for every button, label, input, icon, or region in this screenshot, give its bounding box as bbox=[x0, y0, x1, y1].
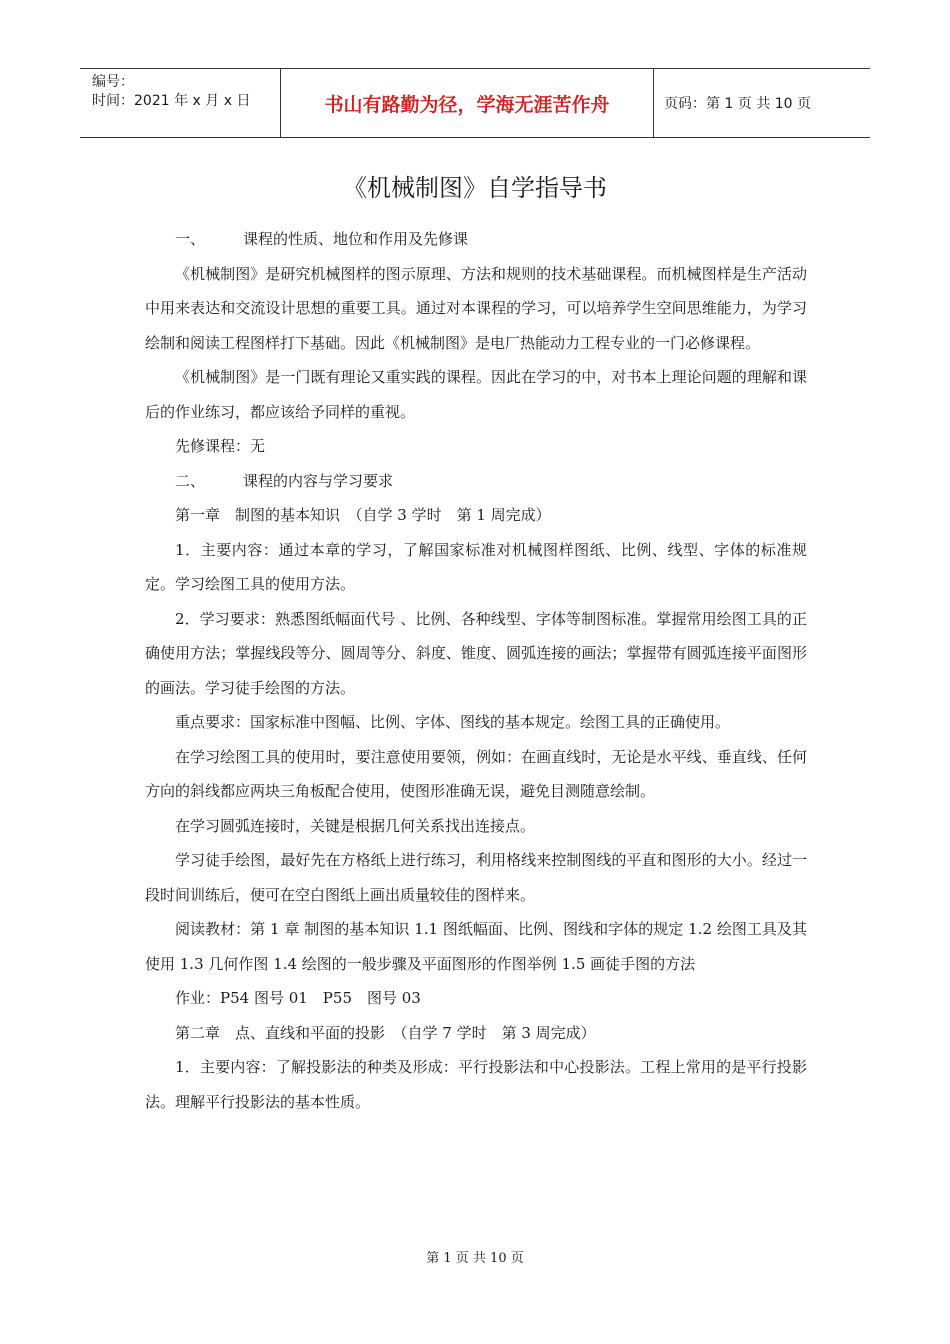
homework: 作业：P54 图号 01 P55 图号 03 bbox=[175, 989, 421, 1007]
paragraph: 在学习绘图工具的使用时，要注意使用要领，例如：在画直线时，无论是水平线、垂直线、任何方向的斜线都应两块三角板配合使用，使图形准确无误，避免目测随意绘制。 bbox=[145, 747, 807, 800]
paragraph: 在学习圆弧连接时，关键是根据几何关系找出连接点。 bbox=[175, 816, 536, 835]
paragraph: 2．学习要求：熟悉图纸幅面代号 、比例、各种线型、字体等制图标准。掌握常用绘图工具的正确使用方法；掌握线段等分、圆周等分、斜度、锥度、圆弧连接的画法；掌握带有圆弧连接平面图形的画法。学习徒手绘图的方法。 bbox=[145, 609, 807, 697]
section-number: 一、 bbox=[175, 230, 206, 248]
document-title: 《机械制图》自学指导书 bbox=[343, 174, 607, 202]
header-meta bbox=[92, 73, 250, 111]
number-label: 编号： bbox=[92, 74, 134, 90]
header-motto: 书山有路勤为径，学海无涯苦作舟 bbox=[280, 69, 654, 137]
section-heading-2 bbox=[145, 464, 807, 499]
time-label: 时间：2021 年 x 月 x 日 bbox=[92, 93, 251, 109]
section-title: 课程的性质、地位和作用及先修课 bbox=[243, 230, 469, 248]
paragraph: 1．主要内容：通过本章的学习，了解国家标准对机械图样图纸、比例、线型、字体的标准规定。学习绘图工具的使用方法。 bbox=[145, 540, 807, 593]
paragraph: 重点要求：国家标准中图幅、比例、字体、图线的基本规定。绘图工具的正确使用。 bbox=[175, 713, 731, 731]
paragraph: 1．主要内容：了解投影法的种类及形成：平行投影法和中心投影法。工程上常用的是平行投影法。理解平行投影法的基本性质。 bbox=[145, 1058, 807, 1111]
paragraph: 《机械制图》是研究机械图样的图示原理、方法和规则的技术基础课程。而机械图样是生产活动中用来表达和交流设计思想的重要工具。通过对本课程的学习，可以培养学生空间思维能力，为学习绘制和阅读工程图样打下基础。因此《机械制图》是电厂热能动力工程专业的一门必修课程。 bbox=[145, 264, 807, 352]
chapter-heading: 第一章 制图的基本知识 （自学 3 学时 第 1 周完成） bbox=[175, 506, 551, 524]
section-title: 课程的内容与学习要求 bbox=[243, 471, 394, 490]
page-footer: 第 1 页 共 10 页 bbox=[426, 1251, 524, 1266]
document-body bbox=[145, 222, 807, 1119]
prerequisite: 先修课程：无 bbox=[175, 437, 266, 455]
page-header bbox=[80, 68, 870, 138]
paragraph: 《机械制图》是一门既有理论又重实践的课程。因此在学习的中，对书本上理论问题的理解和课后的作业练习，都应该给予同样的重视。 bbox=[145, 368, 807, 421]
chapter-heading: 第二章 点、直线和平面的投影 （自学 7 学时 第 3 周完成） bbox=[175, 1023, 596, 1042]
section-heading-1 bbox=[145, 222, 807, 257]
header-page-info: 页码：第 1 页 共 10 页 bbox=[664, 96, 811, 112]
reading-list: 阅读教材：第 1 章 制图的基本知识 1.1 图纸幅面、比例、图线和字体的规定 1.2 绘图工具及其使用 1.3 几何作图 1.4 绘图的一般步骤及平面图形的作图举例 1.5 画徒手图的方法 bbox=[145, 920, 807, 973]
section-number: 二、 bbox=[175, 471, 206, 490]
paragraph: 学习徒手绘图，最好先在方格纸上进行练习，利用格线来控制图线的平直和图形的大小。经过一段时间训练后，便可在空白图纸上画出质量较佳的图样来。 bbox=[145, 851, 807, 904]
